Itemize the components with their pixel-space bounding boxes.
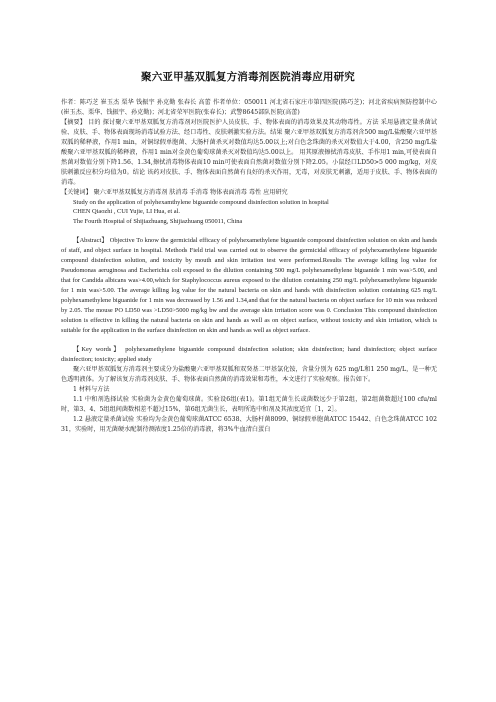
- subsection-suspension-test: 1.2 悬液定量杀菌试验 实验均为金黄色葡萄球菌ATCC 6538、大肠杆菌8099、铜绿假单胞菌ATCC 15442、白色念珠菌ATCC 10231，实验时，用无菌硬水配制待测浓度1.25倍的消毒液，将3%牛血清白蛋白: [61, 415, 437, 433]
- english-authors: CHEN Qiaozhi , CUI Yujie, LI Hua, et al.: [73, 208, 180, 216]
- paper-title: 聚六亚甲基双胍复方消毒剂医院消毒应用研究: [141, 71, 355, 83]
- paper-body: [61, 98, 437, 435]
- authors-and-affiliations: 作者：陈巧芝 崔玉杰 栗华 钱振宇 孙克勤 张春长 高蕾 作者单位：050011 河北省石家庄市第四医院(陈巧芝)；河北省疾病预防控制中心(崔玉杰、栗华、钱振宇、孙克勤)；河北省荣军医院(张春长)；武警8645部队医院(高蕾): [61, 99, 437, 116]
- chinese-abstract: 【摘要】 目的 探讨聚六亚甲基双胍复方消毒剂对医院医护人员皮肤、手、物体表面的消毒效果及其动物毒性。方法 采用悬液定量杀菌试验、皮肤、手、物体表面现场消毒试验方法、经口毒性、皮肤刺激实验方法。结果 聚六亚甲基双胍复方消毒剂含500 mg/L盐酸聚六亚甲基双胍的稀释液，作用1 min，对铜绿假单胞菌、大肠杆菌杀灭对数值均达5.00以上;对白色念珠菌的杀灭对数值大于4.00，含250 mg/L盐酸聚六亚甲基双胍的稀释液，作用1 min对金黄色葡萄球菌杀灭对数值均达5.00以上。 用其原液擦拭消毒皮肤、手作用1 min,可使表面自然菌对数值分别下降1.56、1.34,擦拭消毒物体表面10 min可使表面自然菌对数值分别下降2.05。小鼠经口LD50>5 000 mg/kg，对皮肤刺激反应积分均值为0。结论 该药对皮肤、手、物体表面自然菌有良好的杀灭作用，无毒，对皮肤无刺激，适用于皮肤、手、物体表面的消毒。: [61, 118, 437, 186]
- english-keywords: 【Key words】 polyhexamethylene biguanide compound disinfection solution; skin disinfection; hand disinfection; object surface disinfection; toxicity; applied study: [61, 345, 437, 363]
- subsection-neutralizer-test: 1.1 中和剂选择试验 实验菌为金黄色葡萄球菌。实验设6组(表1)。第1组无菌生长或菌数远少于第2组，第2组菌数超过100 cfu/ml时，第3、4、5组组间菌数相差不超过15%，第6组无菌生长，表明所选中和剂及其浓度适宜［1，2］。: [61, 395, 437, 413]
- english-abstract: 【Abstract】 Objective To know the germicidal efficacy of polyhexamethylene biguanide compound disinfection solution on skin and hands of staff, and object surface in hospital. Methods Field trial was carried out to observe the germicidal efficacy of polyhexamethylene biguanide compound disinfection solution, and toxicity by mouth and skin irritation test were performed.Results The average killing log value for Pseudomonas aeruginosa and Escherichia coli exposed to the dilution containing 500 mg/L polyhexamethylene biguanide 1 min was>5.00, and that for Candida albicans was>4.00,which for Staphylococcus aureus exposed to the dilution containing 250 mg/L polyhexamethylene biguanide for 1 min was>5.00. The average killing log value for the natural bacteria on skin and hands with disinfection solution containing 625 mg/L polyhexamethylene biguanide for 1 min was decreased by 1.56 and 1.34,and that for the natural bacteria on object surface for 10 min was reduced by 2.05. The mouse PO LD50 was >LD50>5000 mg/kg bw and the average skin irritation score was 0. Conclusion This compound disinfection solution is effective in killing the natural bacteria on skin and hands as well as on object surface, without toxicity and skin irritation, which is suitable for the application in the surface disinfection on skin and hands as well as object surface.: [61, 237, 437, 334]
- introduction-paragraph: 聚六亚甲基双胍复方消毒剂主要成分为盐酸聚六亚甲基双胍和双癸基二甲基氯化铵，含量分别为 625 mg/L和1 250 mg/L，是一种无色透明液体。为了解该复方消毒剂皮肤、手、物体表面自然菌的消毒效果和毒性，本文进行了实验观察。报告如下。: [61, 365, 437, 383]
- english-affiliation: The Fourth Hospital of Shijiazhuang, Shijiazhuang 050011, China: [73, 218, 243, 226]
- section-heading-materials-methods: 1 材料与方法: [73, 385, 110, 393]
- chinese-keywords: 【关键词】 聚六亚甲基双胍复方消毒剂 肤消毒 手消毒 物体表面消毒 毒性 应用研究: [61, 188, 288, 196]
- english-title: Study on the application of polyhexamthylene biguanide compound disinfection solution in hospital: [73, 198, 329, 206]
